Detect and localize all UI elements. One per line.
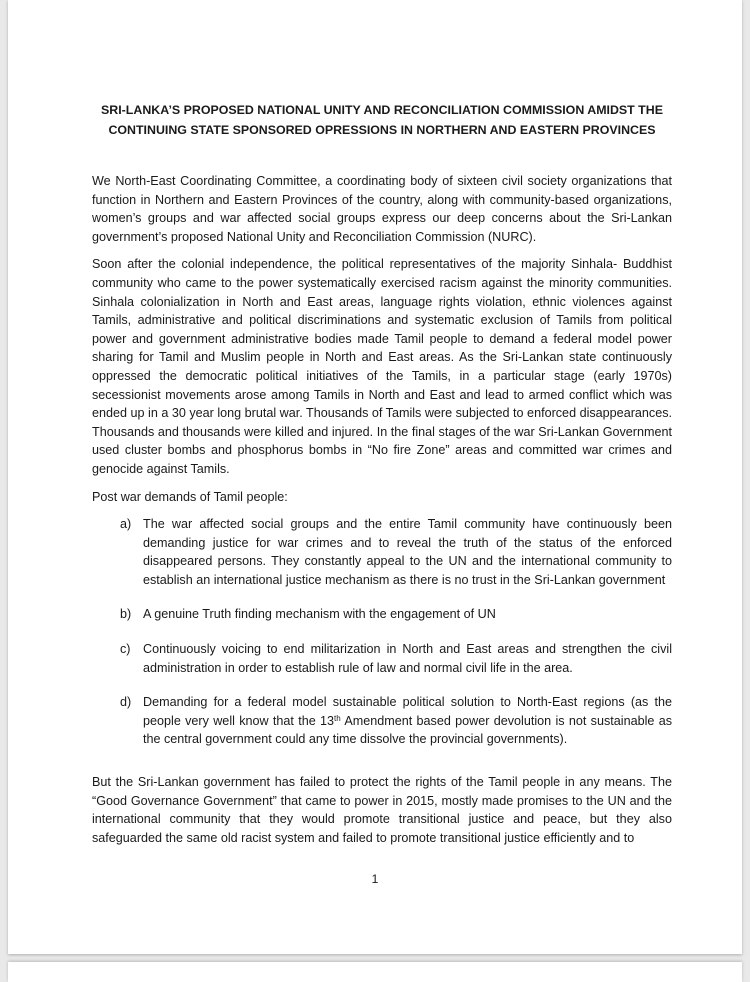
demands-heading: Post war demands of Tamil people:	[92, 489, 288, 504]
list-item	[92, 515, 672, 589]
page-number: 1	[371, 872, 379, 886]
document-title	[92, 100, 672, 140]
list-item-text-end: Amendment based power devolution is not sustainable as the central government could any time dissolve the provincial governments).	[143, 713, 672, 747]
next-page-edge	[8, 962, 742, 982]
page-content	[92, 100, 672, 856]
demands-list	[92, 515, 672, 749]
list-item-text: The war affected social groups and the entire Tamil community have continuously been demanding justice for war crimes and to reveal the truth of the status of the enforced disappeared persons. They constantly appeal to the UN and the international community to establish an international justice mechanism as there is no trust in the Sri-Lankan government	[143, 517, 672, 587]
list-marker: a)	[120, 517, 132, 532]
title-line-2: CONTINUING STATE SPONSORED OPRESSIONS IN NORTHERN AND EASTERN PROVINCES	[108, 123, 656, 137]
list-item-text: A genuine Truth finding mechanism with the engagement of UN	[143, 607, 496, 622]
list-item-text	[143, 695, 672, 746]
ordinal-superscript: th	[334, 713, 341, 723]
list-marker: c)	[120, 642, 131, 657]
document-page	[8, 0, 742, 954]
intro-paragraph: We North-East Coordinating Committee, a coordinating body of sixteen civil society organizations that function in Northern and Eastern Provinces of the country, along with community-based organizations, women’s groups and war affected social groups express our deep concerns about the Sri-Lankan government’s proposed National Unity and Reconciliation Commission (NURC).	[92, 174, 672, 244]
list-item-text-start: Demanding for a federal model sustainable political solution to North-East regions (as the people very well know that the 13	[143, 695, 672, 728]
list-item	[92, 693, 672, 749]
list-item-text: Continuously voicing to end militarization in North and East areas and strengthen the civil administration in order to establish rule of law and normal civil life in the area.	[143, 642, 672, 675]
list-marker: b)	[120, 607, 132, 622]
list-item	[92, 605, 672, 624]
history-paragraph: Soon after the colonial independence, the political representatives of the majority Sinhala- Buddhist community who came to the power systematically exercised racism against the minority communities. Sinhala colonialization in North and East areas, language rights violation, ethnic violences against Tamils, administrative and political discriminations and systematic exclusion of Tamils from political power and government administrative bodies made Tamil people to demand a federal model power sharing for Tamil and Muslim people in North and East areas. As the Sri-Lankan state continuously oppressed the democratic political initiatives of the Tamils, in a particular stage (early 1970s) secessionist movements arose among Tamils in North and East and lead to armed conflict which was ended up in a 30 year long brutal war. Thousands of Tamils were subjected to enforced disappearances. Thousands and thousands were killed and injured. In the final stages of the war Sri-Lankan Government used cluster bombs and phosphorus bombs in “No fire Zone” areas and committed war crimes and genocide against Tamils.	[92, 257, 672, 476]
list-marker: d)	[120, 695, 132, 710]
title-line-1: SRI-LANKA’S PROPOSED NATIONAL UNITY AND RECONCILIATION COMMISSION AMIDST THE	[101, 103, 663, 117]
list-item	[92, 640, 672, 677]
closing-paragraph: But the Sri-Lankan government has failed to protect the rights of the Tamil people in any means. The “Good Governance Government” that came to power in 2015, mostly made promises to the UN and the international community that they would promote transitional justice and peace, but they also safeguarded the same old racist system and failed to promote transitional justice efficiently and to	[92, 775, 672, 845]
